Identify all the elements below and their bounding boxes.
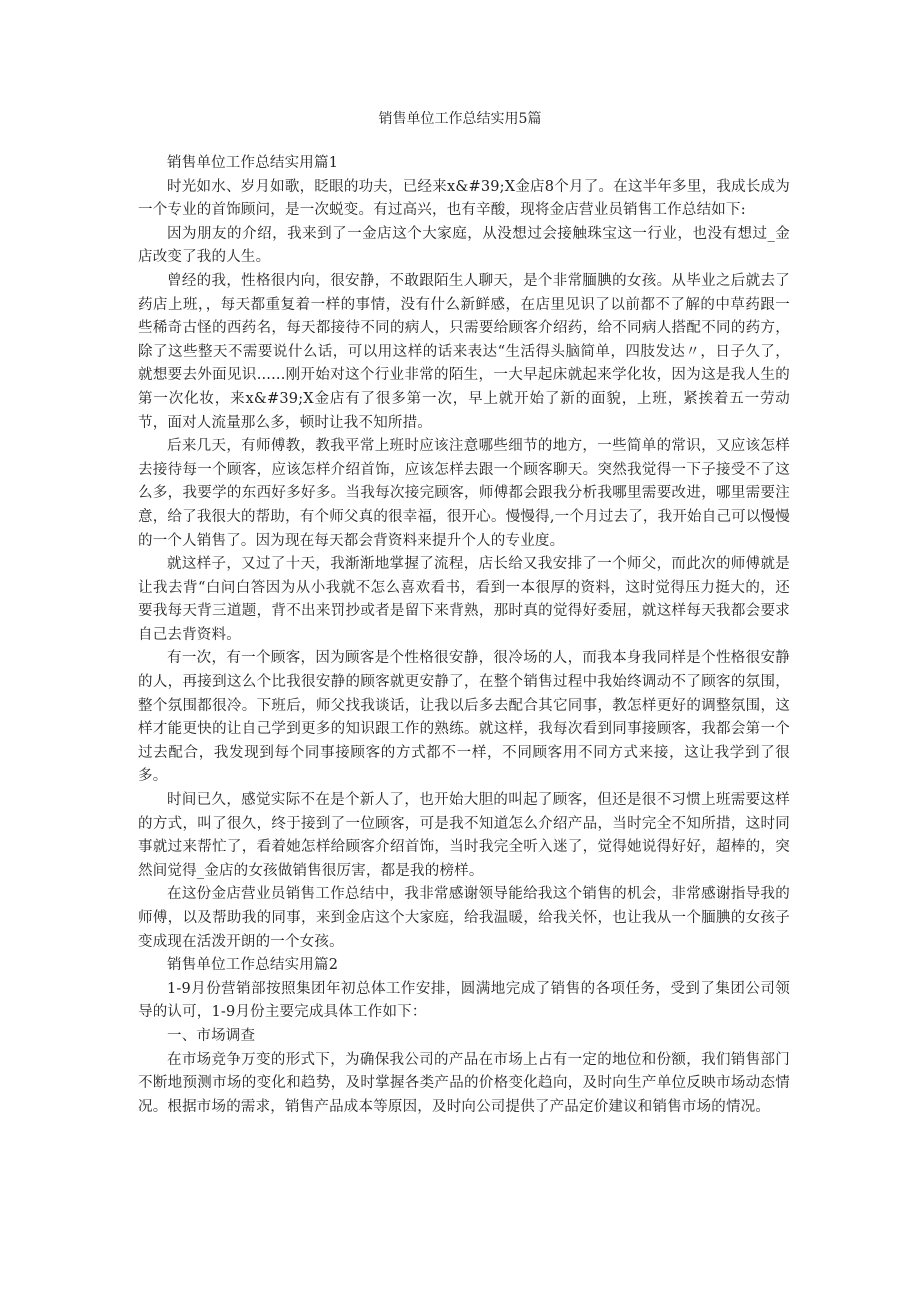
body-paragraph: 在市场竞争万变的形式下，为确保我公司的产品在市场上占有一定的地位和份额，我们销售部门不断地预测市场的变化和趋势，及时掌握各类产品的价格变化趋向，及时向生产单位反映市场动态情况。根据市场的需求，销售产品成本等原因，及时向公司提供了产品定价建议和销售市场的情况。 — [138, 1051, 790, 1115]
body-paragraph: 在这份金店营业员销售工作总结中，我非常感谢领导能给我这个销售的机会，非常感谢指导我的师傅，以及帮助我的同事，来到金店这个大家庭，给我温暖，给我关怀，也让我从一个腼腆的女孩子变成现在活泼开朗的一个女孩。 — [138, 886, 790, 950]
document-title: 销售单位工作总结实用5篇 — [378, 111, 542, 127]
section-heading: 一、市场调查 — [167, 1027, 256, 1044]
body-paragraph: 有一次，有一个顾客，因为顾客是个性格很安静，很冷场的人，而我本身我同样是个性格很安静的人，再接到这么个比我很安静的顾客就更安静了，在整个销售过程中我始终调动不了顾客的氛围，整个氛围都很冷。下班后，师父找我谈话，让我以后多去配合其它同事，教怎样更好的调整氛围，这样才能更快的让自己学到更多的知识跟工作的熟练。就这样，我每次看到同事接顾客，我都会第一个过去配合，我发现到每个同事接顾客的方式都不一样，不同顾客用不同方式来接，这让我学到了很多。 — [138, 650, 790, 785]
body-paragraph: 曾经的我，性格很内向，很安静，不敢跟陌生人聊天，是个非常腼腆的女孩。从毕业之后就去了药店上班，，每天都重复着一样的事情，没有什么新鲜感，在店里见识了以前都不了解的中草药跟一些稀奇古怪的西药名，每天都接待不同的病人，只需要给顾客介绍药，给不同病人搭配不同的药方，除了这些整天不需要说什么话，可以用这样的话来表达“生活得头脑简单，四肢发达〃，日子久了，就想要去外面见识......刚开始对这个行业非常的陌生，一大早起床就起来学化妆，因为这是我人生的第一次化妆，来x&#39;X金店有了很多第一次，早上就开始了新的面貌，上班，紧挨着五一劳动节，面对人流量那么多，顿时让我不知所措。 — [138, 272, 790, 431]
section-heading: 销售单位工作总结实用篇1 — [167, 155, 339, 171]
body-paragraph: 1-9月份营销部按照集团年初总体工作安排，圆满地完成了销售的各项任务，受到了集团公司领导的认可，1-9月份主要完成具体工作如下： — [138, 980, 790, 1021]
body-paragraph: 后来几天，有师傅教，教我平常上班时应该注意哪些细节的地方，一些简单的常识，又应该怎样去接待每一个顾客，应该怎样介绍首饰，应该怎样去跟一个顾客聊天。突然我觉得一下子接受不了这么多，我要学的东西好多好多。当我每次接完顾客，师傅都会跟我分析我哪里需要改进，哪里需要注意，给了我很大的帮助，有个师父真的很幸福，很开心。慢慢得,一个月过去了，我开始自己可以慢慢的一个人销售了。因为现在每天都会背资料来提升个人的专业度。 — [138, 438, 790, 549]
body-paragraph: 因为朋友的介绍，我来到了一金店这个大家庭，从没想过会接触珠宝这一行业，也没有想过_金店改变了我的人生。 — [138, 225, 790, 266]
section-heading: 销售单位工作总结实用篇2 — [167, 957, 339, 974]
body-paragraph: 时间已久，感觉实际不在是个新人了，也开始大胆的叫起了顾客，但还是很不习惯上班需要这样的方式，叫了很久，终于接到了一位顾客，可是我不知道怎么介绍产品，当时完全不知所措，这时同事就过来帮忙了，看着她怎样给顾客介绍首饰，当时我完全听入迷了，觉得她说得好好，超棒的，突然间觉得_金店的女孩做销售很厉害，都是我的榜样。 — [138, 792, 790, 879]
body-paragraph: 时光如水、岁月如歌，眨眼的功夫，已经来x&#39;X金店8个月了。在这半年多里，我成长成为一个专业的首饰顾问，是一次蜕变。有过高兴，也有辛酸，现将金店营业员销售工作总结如下: — [138, 178, 790, 219]
document-body — [138, 152, 790, 1119]
body-paragraph: 就这样子，又过了十天，我渐渐地掌握了流程，店长给又我安排了一个师父，而此次的师傅就是让我去背“白问白答因为从小我就不怎么喜欢看书，看到一本很厚的资料，这时觉得压力挺大的，还要我每天背三道题，背不出来罚抄或者是留下来背熟，那时真的觉得好委屈，就这样每天我都会要求自己去背资料。 — [138, 556, 790, 643]
